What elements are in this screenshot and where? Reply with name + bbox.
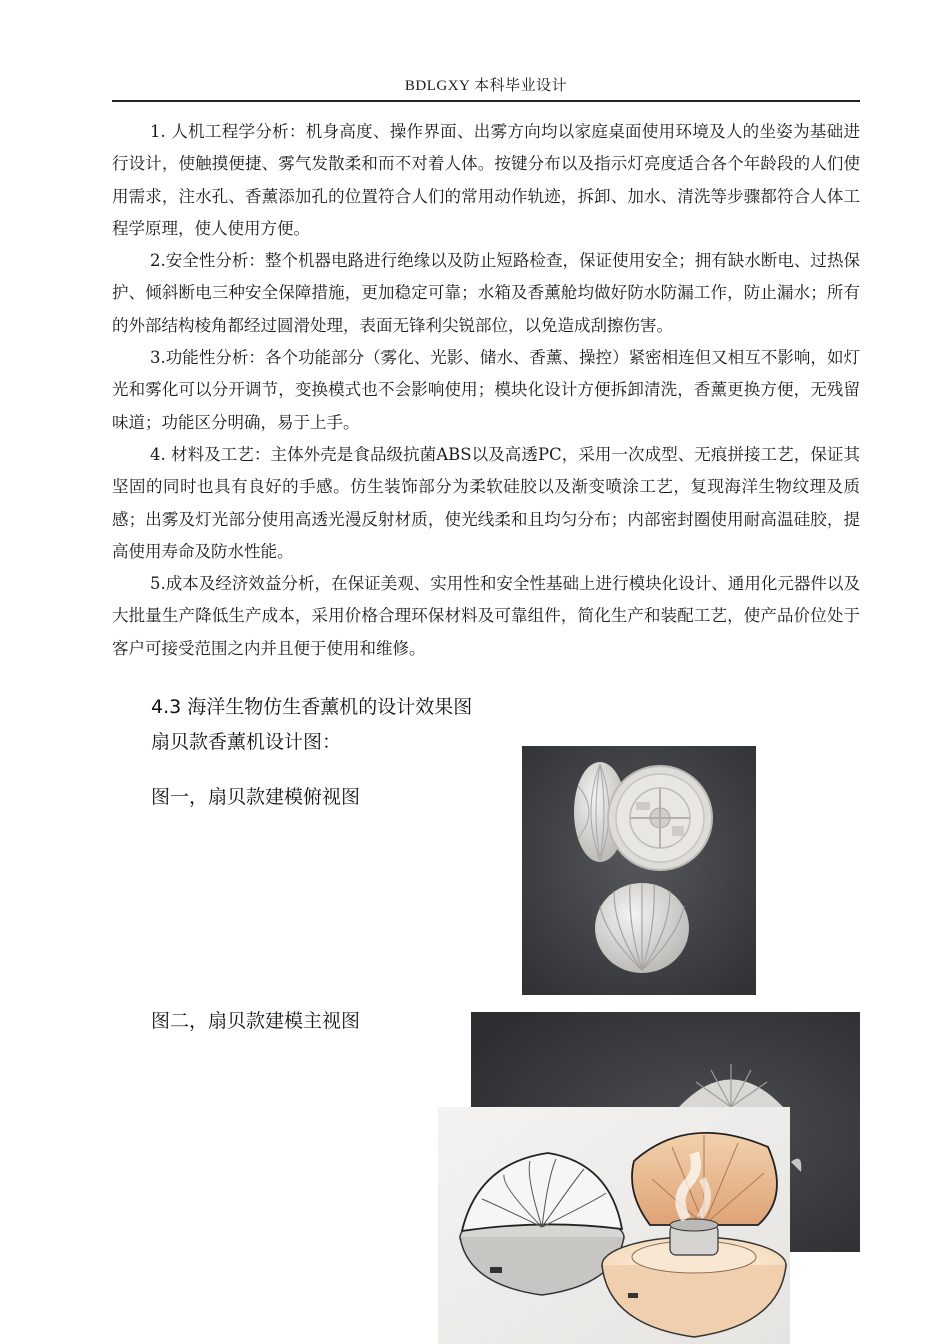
figure-sketch-rendering bbox=[438, 1107, 790, 1344]
header-divider bbox=[112, 100, 860, 102]
figure-caption-front-view: 图二，扇贝款建模主视图 bbox=[151, 1010, 361, 1032]
section-subheading: 扇贝款香薰机设计图： bbox=[151, 731, 342, 753]
figure-top-view-render bbox=[522, 746, 756, 995]
paragraph-safety: 2.安全性分析：整个机器电路进行绝缘以及防止短路检查，保证使用安全；拥有缺水断电、过热保护、倾斜断电三种安全保障措施，更加稳定可靠；水箱及香薰舱均做好防水防漏工作，防止漏水；所有的外部结构棱角都经过圆滑处理，表面无锋利尖锐部位，以免造成刮擦伤害。 bbox=[112, 251, 860, 335]
paragraph-materials: 4. 材料及工艺：主体外壳是食品级抗菌ABS以及高透PC，采用一次成型、无痕拼接工艺，保证其坚固的同时也具有良好的手感。仿生装饰部分为柔软硅胶以及渐变喷涂工艺，复现海洋生物纹理及质感；出雾及灯光部分使用高透光漫反射材质，使光线柔和且均匀分布；内部密封圈使用耐高温硅胶，提高使用寿命及防水性能。 bbox=[112, 444, 860, 561]
section-heading: 4.3 海洋生物仿生香薰机的设计效果图 bbox=[151, 696, 473, 718]
paragraph-function: 3.功能性分析：各个功能部分（雾化、光影、储水、香薰、操控）紧密相连但又相互不影响，如灯光和雾化可以分开调节，变换模式也不会影响使用；模块化设计方便拆卸清洗，香薰更换方便，无残留味道；功能区分明确，易于上手。 bbox=[112, 348, 860, 432]
paragraph-cost: 5.成本及经济效益分析，在保证美观、实用性和安全性基础上进行模块化设计、通用化元器件以及大批量生产降低生产成本，采用价格合理环保材料及可靠组件，简化生产和装配工艺，使产品价位处于客户可接受范围之内并且便于使用和维修。 bbox=[112, 574, 860, 658]
paragraph-ergonomics: 1. 人机工程学分析：机身高度、操作界面、出雾方向均以家庭桌面使用环境及人的坐姿为基础进行设计，使触摸便捷、雾气发散柔和而不对着人体。按键分布以及指示灯亮度适合各个年龄段的人们使用需求，注水孔、香薰添加孔的位置符合人们的常用动作轨迹，拆卸、加水、清洗等步骤都符合人体工程学原理，使人使用方便。 bbox=[112, 122, 860, 238]
figure-caption-top-view: 图一，扇贝款建模俯视图 bbox=[151, 786, 361, 808]
body-text bbox=[112, 116, 860, 665]
page-header: BDLGXY 本科毕业设计 bbox=[404, 78, 568, 94]
